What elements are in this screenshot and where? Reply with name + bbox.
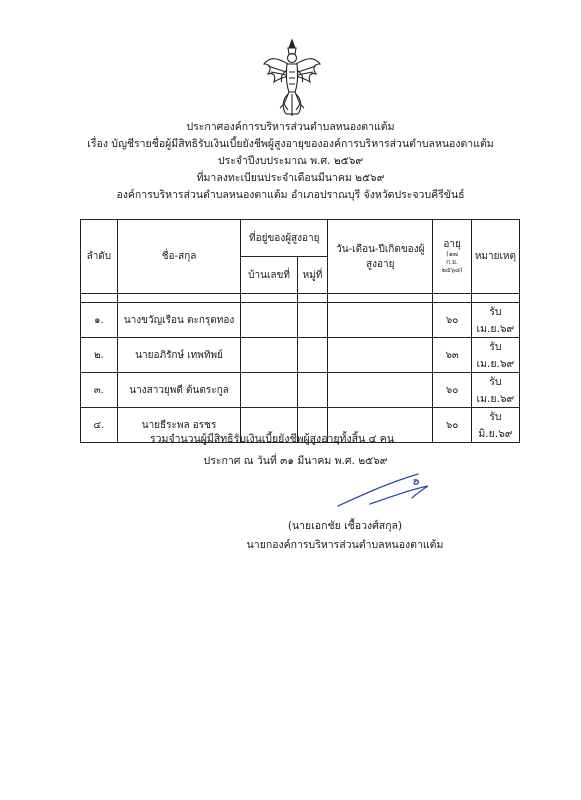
row-name: นายอภิรักษ์ เทพทิพย์: [117, 338, 241, 373]
row-no: ๒.: [81, 338, 118, 373]
row-name: นางขวัญเรือน ตะกรุดทอง: [117, 303, 241, 338]
row-moo: [297, 373, 327, 408]
row-age: ๖๐: [433, 303, 471, 338]
table-row: [81, 338, 520, 373]
fiscal-year: ประจำปีงบประมาณ พ.ศ. ๒๕๖๙: [217, 155, 364, 167]
row-no: ๓.: [81, 373, 118, 408]
column-header-name: ชื่อ-สกุล: [117, 220, 241, 294]
table-row: [81, 373, 520, 408]
column-header-birthdate: วัน-เดือน-ปีเกิดของผู้สูงอายุ: [328, 220, 433, 294]
age-label: อายุ: [443, 239, 461, 250]
row-birthdate: [328, 373, 433, 408]
column-header-remark: หมายเหตุ: [471, 220, 519, 294]
row-no: ๑.: [81, 303, 118, 338]
announcement-title: ประกาศองค์การบริหารส่วนตำบลหนองตาแต้ม: [186, 121, 395, 133]
row-name: นางสาวยุพดี ต้นตระกูล: [117, 373, 241, 408]
row-birthdate: [328, 303, 433, 338]
row-house-no: [241, 303, 297, 338]
signature-icon: [330, 470, 440, 510]
announcement-subject: เรื่อง บัญชีรายชื่อผู้มีสิทธิรับเงินเบี้ยยังชีพผู้สูงอายุขององค์การบริหารส่วนตำบลหนองตาแต้ม: [87, 138, 494, 150]
age-note-day: (๑๗: [446, 250, 458, 258]
row-birthdate: [328, 338, 433, 373]
row-house-no: [241, 338, 297, 373]
organization-location: องค์การบริหารส่วนตำบลหนองตาแต้ม อำเภอปราณบุรี จังหวัดประจวบคีรีขันธ์: [116, 189, 465, 201]
beneficiary-table: [80, 219, 520, 443]
row-name: นายธีระพล อรชร: [117, 408, 241, 443]
column-header-address: ที่อยู่ของผู้สูงอายุ: [241, 220, 328, 257]
column-header-moo: หมู่ที่: [297, 257, 327, 294]
column-header-house-no: บ้านเลขที่: [241, 257, 297, 294]
signer-title: นายกองค์การบริหารส่วนตำบลหนองตาแต้ม: [246, 539, 444, 551]
row-age: ๖๐: [433, 408, 471, 443]
row-age: ๖๐: [433, 373, 471, 408]
signer-name: (นายเอกชัย เชื้อวงศ์สกุล): [287, 520, 403, 532]
row-age: ๖๓: [433, 338, 471, 373]
row-remark: รับ มิ.ย.๖๙: [471, 408, 519, 443]
table-row: [81, 303, 520, 338]
garuda-emblem-icon: [262, 38, 322, 118]
row-no: ๔.: [81, 408, 118, 443]
column-header-no: ลำดับ: [81, 220, 118, 294]
row-house-no: [241, 373, 297, 408]
announcement-date: ประกาศ ณ วันที่ ๓๑ มีนาคม พ.ศ. ๒๕๖๙: [203, 455, 388, 467]
age-note-month: ก.ย. ๒๕๖๘): [441, 258, 463, 274]
total-count-summary: รวมจำนวนผู้มีสิทธิรับเงินเบี้ยยังชีพผู้สูงอายุทั้งสิ้น ๔ คน: [150, 433, 395, 445]
registration-month: ที่มาลงทะเบียนประจำเดือนมีนาคม ๒๕๖๙: [196, 172, 385, 184]
row-remark: รับ เม.ย.๖๙: [471, 303, 519, 338]
row-moo: [297, 303, 327, 338]
row-remark: รับ เม.ย.๖๙: [471, 373, 519, 408]
row-moo: [297, 338, 327, 373]
row-remark: รับ เม.ย.๖๙: [471, 338, 519, 373]
column-header-age: [433, 220, 471, 294]
